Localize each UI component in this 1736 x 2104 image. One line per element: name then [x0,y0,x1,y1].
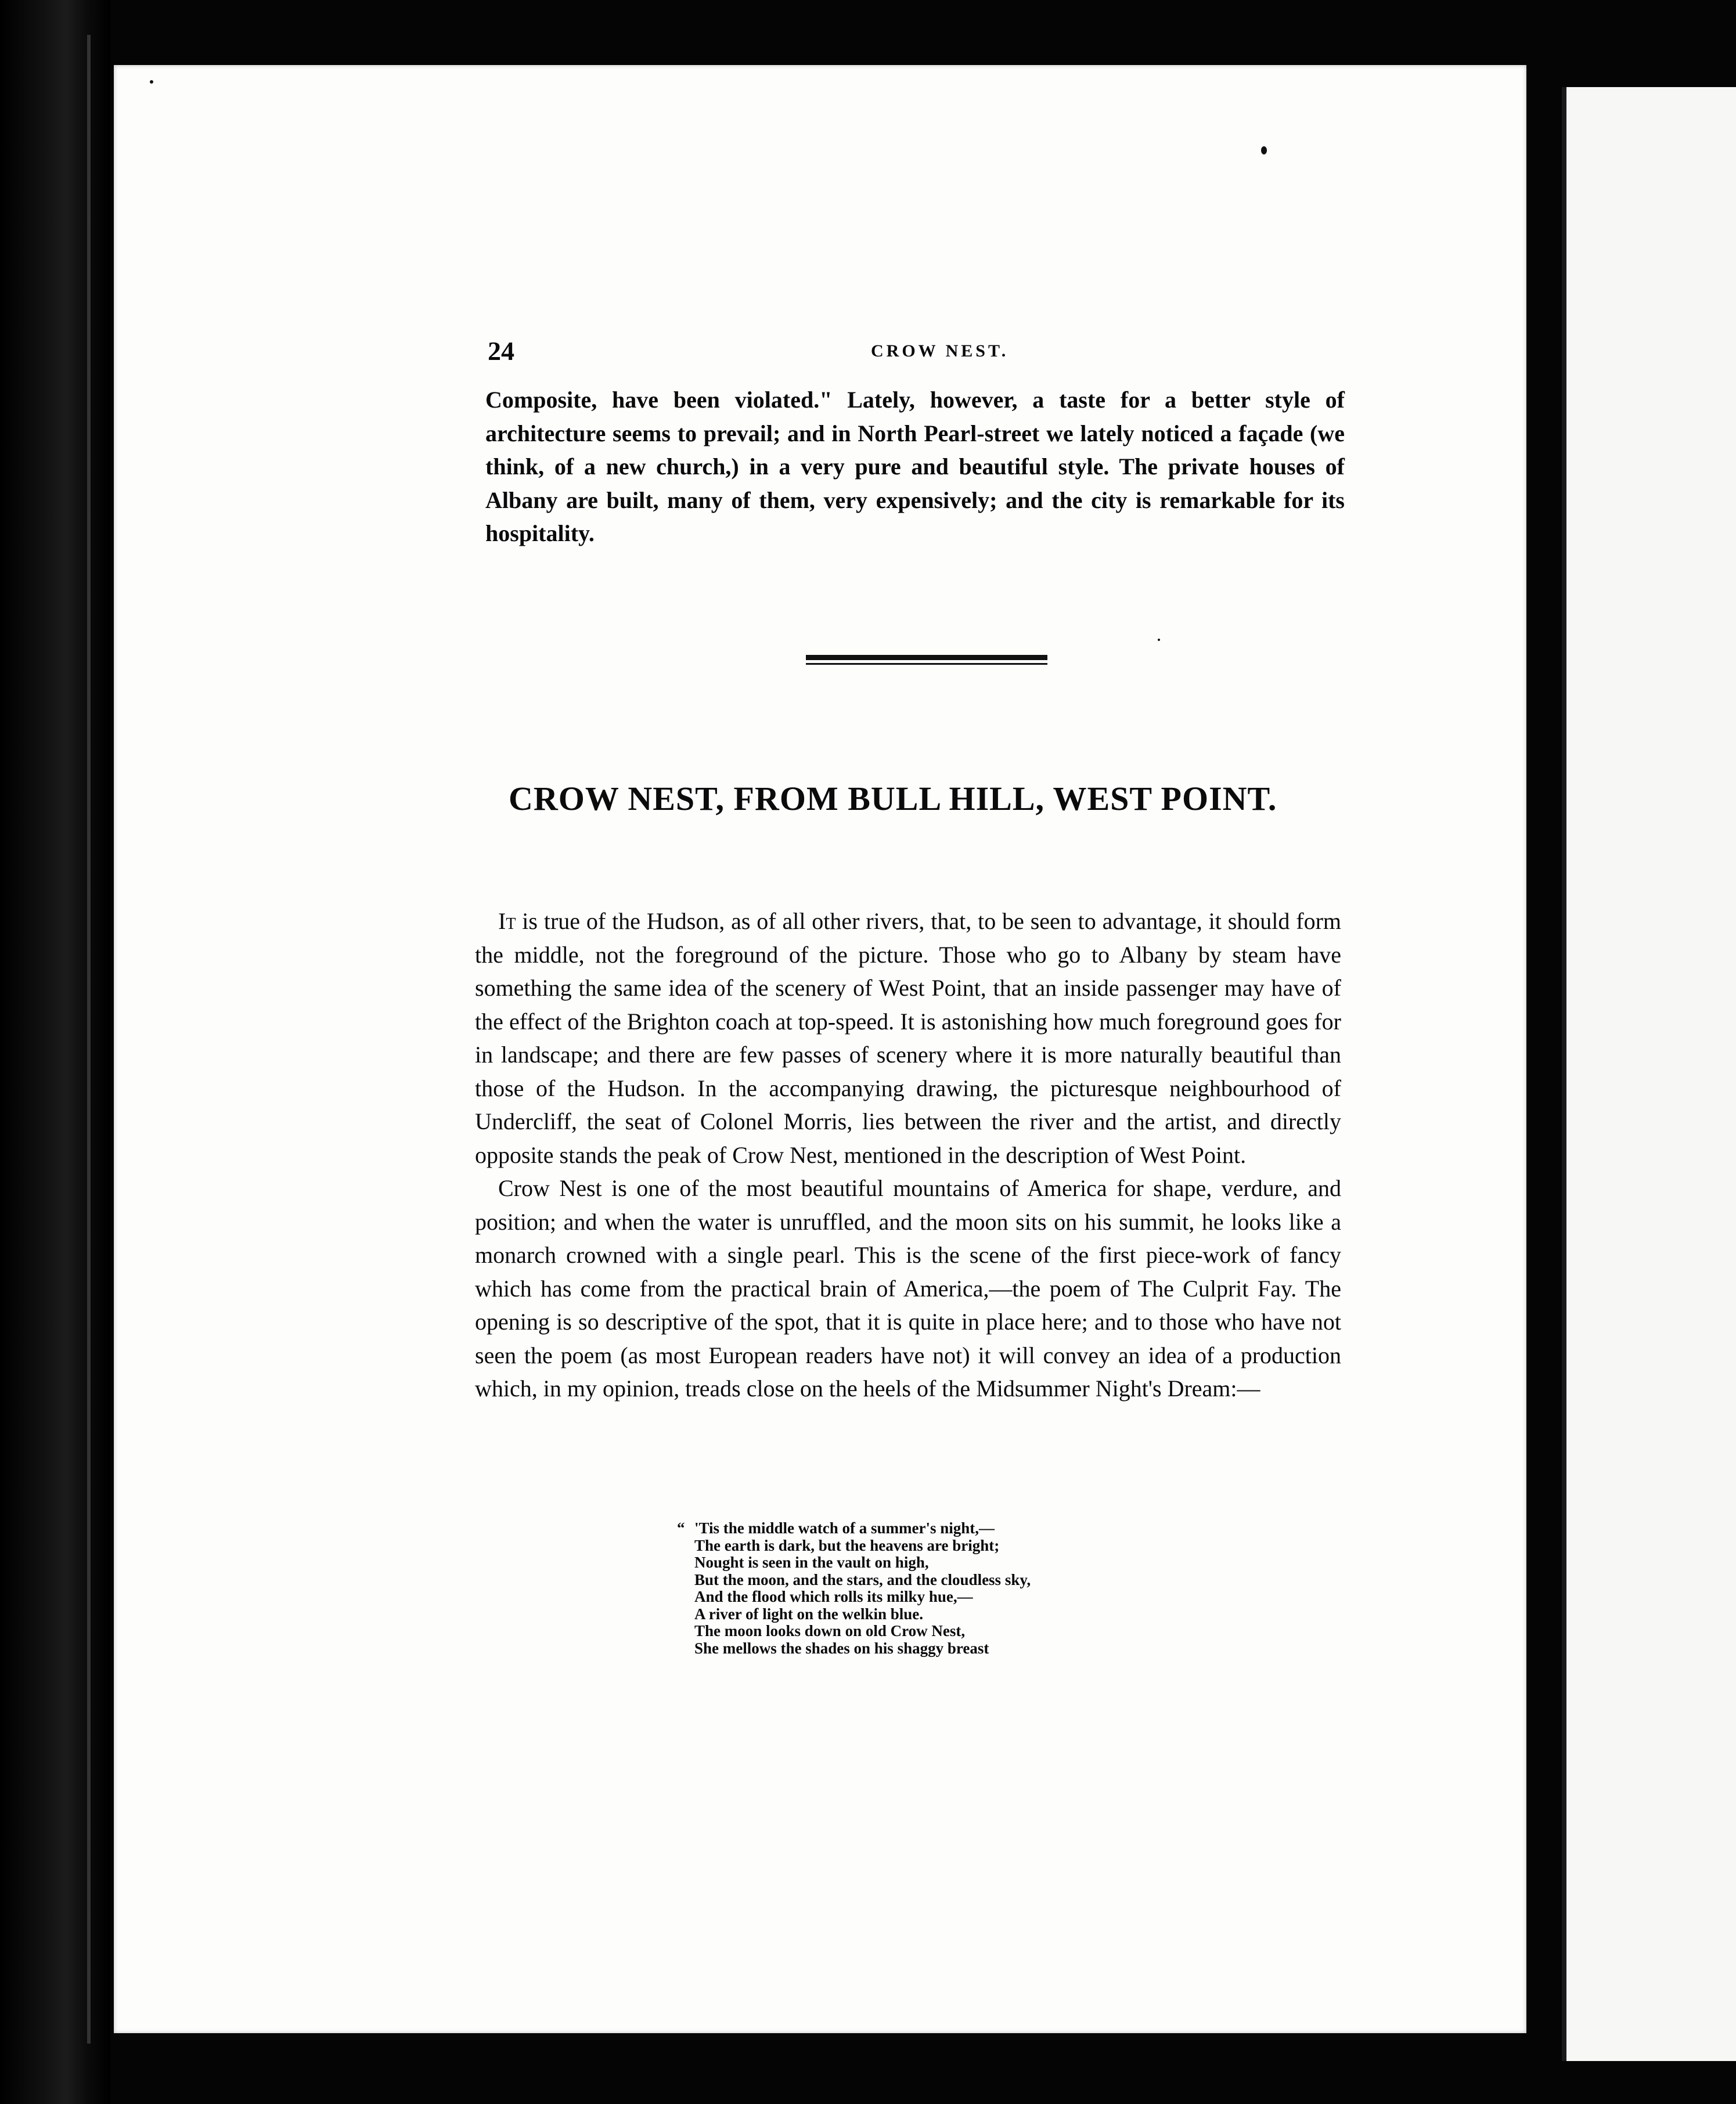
section-title: CROW NEST, FROM BULL HILL, WEST POINT. [509,780,1277,817]
continued-paragraph-text: Composite, have been violated." Lately, however, a taste for a better style of architecture seems to prevail; and in North Pearl-street we lately noticed a façade (we think, of a new church,) in a very pure and beautiful style. The private houses of Albany are built, many of them, very expensively; and the city is remarkable for its hospitality. [485,387,1345,546]
poem-line: The earth is dark, but the heavens are bright; [694,1536,1000,1554]
poem-excerpt [677,1519,1159,1657]
poem-line: The moon looks down on old Crow Nest, [694,1622,966,1640]
scan-speck [1158,639,1160,641]
book-binding-edge [0,0,110,2104]
page-gutter [1562,87,1566,2061]
page-number: 24 [488,336,514,366]
poem-line: A river of light on the welkin blue. [694,1605,924,1623]
scan-speck [1261,146,1267,154]
paragraph-1-lead-word: It [498,908,516,934]
poem-line: She mellows the shades on his shaggy breast [694,1639,989,1657]
poem-line: And the flood which rolls its milky hue,— [694,1588,973,1605]
binding-shadow-line [87,35,91,2044]
divider-thick-line [806,655,1047,660]
poem-open-quote: “ [677,1519,685,1537]
running-title: CROW NEST. [871,341,1009,361]
paragraph-1 [475,905,1341,1172]
scan-speck [150,80,153,84]
paragraph-1-text: is true of the Hudson, as of all other rivers, that, to be seen to advantage, it should form the middle, not the foreground of the picture. Those who go to Albany by steam have something the same idea of the scenery of West Point, that an inside passenger may have of the effect of the Brighton coach at top-speed. It is astonishing how much foreground goes for in landscape; and there are few passes of scenery where it is more naturally beautiful than those of the Hudson. In the accompanying drawing, the picturesque neighbourhood of Undercliff, the seat of Colonel Morris, lies between the river and the artist, and directly opposite stands the peak of Crow Nest, mentioned in the description of West Point. [475,908,1341,1168]
adjacent-page-edge [1562,87,1736,2061]
paragraph-2: Crow Nest is one of the most beautiful mountains of America for shape, verdure, and position; and when the water is unruffled, and the moon sits on his summit, he looks like a monarch crowned with a single pearl. This is the scene of the first piece-work of fancy which has come from the practical brain of America,—the poem of The Culprit Fay. The opening is so descriptive of the spot, that it is quite in place here; and to those who have not seen the poem (as most European readers have not) it will convey an idea of a production which, in my opinion, treads close on the heels of the Midsummer Night's Dream:— [475,1175,1341,1402]
section-divider-rule [806,655,1047,666]
divider-thin-line [806,663,1047,665]
section-body [475,905,1341,1406]
poem-line: But the moon, and the stars, and the cloudless sky, [694,1570,1031,1588]
running-header [488,336,1341,370]
continued-paragraph [485,383,1345,550]
poem-line: 'Tis the middle watch of a summer's night,— [694,1519,995,1537]
poem-line: Nought is seen in the vault on high, [694,1554,929,1571]
